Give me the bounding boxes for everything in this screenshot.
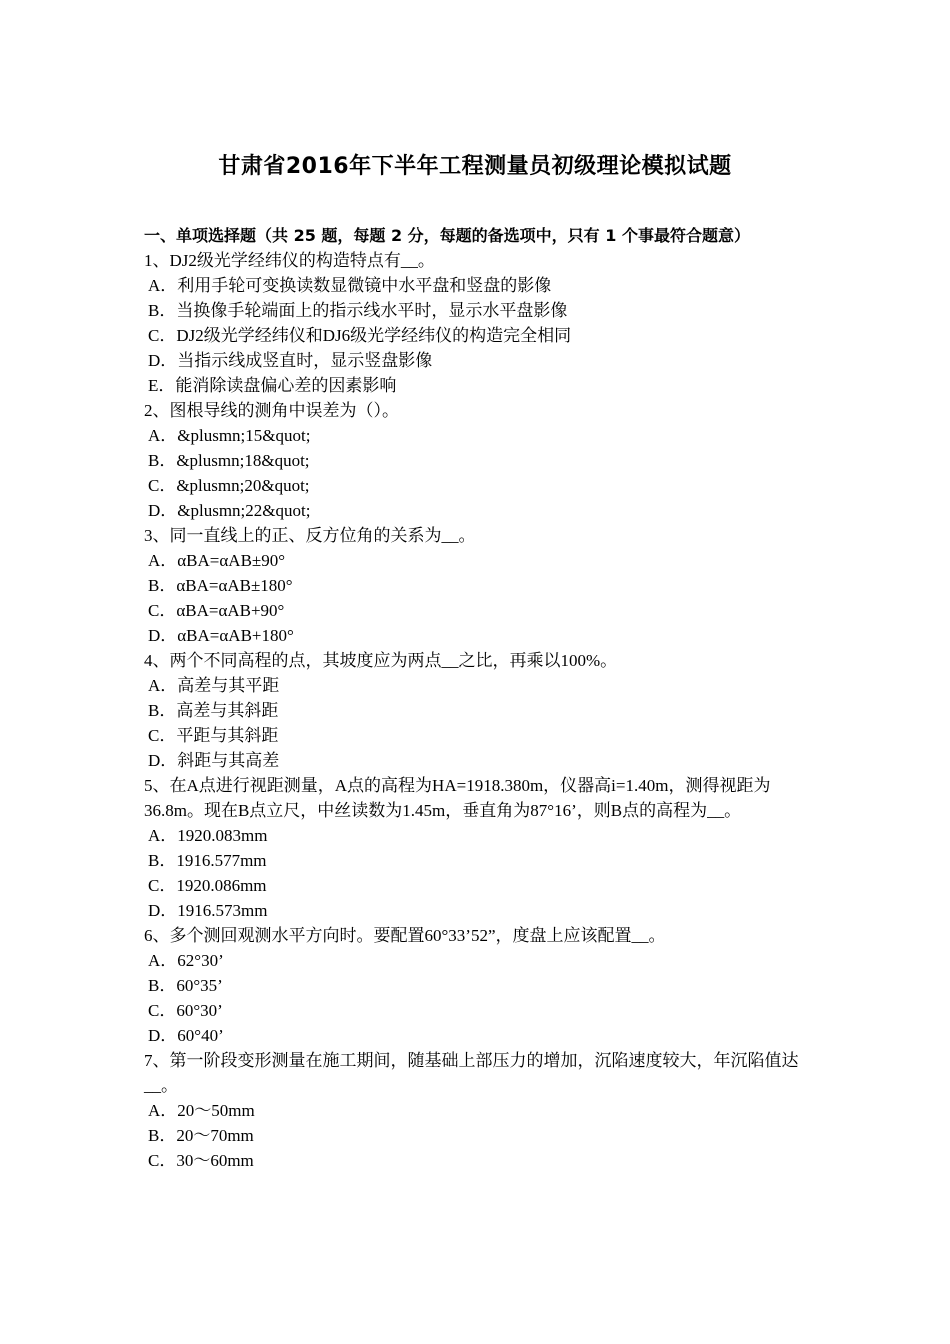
question-block [144,398,808,523]
question-list [144,248,808,1173]
answer-option: D．αBA=αAB+180° [148,626,294,645]
answer-option: D．&plusmn;22&quot; [148,501,311,520]
answer-option: C．平距与其斜距 [148,726,279,745]
answer-option: B．高差与其斜距 [148,701,279,720]
question-block [144,1048,808,1173]
question-block [144,248,808,398]
answer-option: B．60°35’ [148,976,223,995]
question-block [144,773,808,923]
section-heading: 一、单项选择题（共 25 题，每题 2 分，每题的备选项中，只有 1 个事最符合题意） [144,226,750,245]
answer-option: B．当换像手轮端面上的指示线水平时，显示水平盘影像 [148,301,568,320]
question-text: 2、图根导线的测角中误差为（）。 [144,401,399,420]
answer-option: D．1916.573mm [148,901,268,920]
answer-option: D．60°40’ [148,1026,224,1045]
answer-option: E．能消除读盘偏心差的因素影响 [148,376,397,395]
question-block [144,923,808,1048]
question-text: 6、多个测回观测水平方向时。要配置60°33’52”，度盘上应该配置__。 [144,926,666,945]
answer-option: A．&plusmn;15&quot; [148,426,311,445]
answer-option: A．20～50mm [148,1101,255,1120]
answer-option: A．62°30’ [148,951,224,970]
question-text: 1、DJ2级光学经纬仪的构造特点有__。 [144,251,435,270]
answer-option: C．30～60mm [148,1151,254,1170]
document-body [144,223,808,1173]
answer-option: D．斜距与其高差 [148,751,280,770]
answer-option: D．当指示线成竖直时，显示竖盘影像 [148,351,433,370]
answer-option: C．1920.086mm [148,876,267,895]
answer-option: C．&plusmn;20&quot; [148,476,310,495]
answer-option: C．αBA=αAB+90° [148,601,285,620]
answer-option: B．1916.577mm [148,851,267,870]
question-block [144,648,808,773]
question-text: 5、在A点进行视距测量，A点的高程为HA=1918.380m，仪器高i=1.40m，测得视距为36.8m。现在B点立尺，中丝读数为1.45m，垂直角为87°16’，则B点的高程为__。 [144,776,771,820]
answer-option: A．αBA=αAB±90° [148,551,286,570]
question-text: 3、同一直线上的正、反方位角的关系为__。 [144,526,476,545]
answer-option: A．利用手轮可变换读数显微镜中水平盘和竖盘的影像 [148,276,552,295]
answer-option: C．60°30’ [148,1001,223,1020]
document-title: 甘肃省2016年下半年工程测量员初级理论模拟试题 [218,154,732,179]
question-text: 4、两个不同高程的点，其坡度应为两点__之比，再乘以100%。 [144,651,618,670]
answer-option: A．1920.083mm [148,826,268,845]
answer-option: B．&plusmn;18&quot; [148,451,310,470]
answer-option: C．DJ2级光学经纬仪和DJ6级光学经纬仪的构造完全相同 [148,326,572,345]
question-text: 7、第一阶段变形测量在施工期间，随基础上部压力的增加，沉陷速度较大，年沉陷值达__。 [144,1051,799,1095]
answer-option: A．高差与其平距 [148,676,280,695]
question-block [144,523,808,648]
answer-option: B．αBA=αAB±180° [148,576,293,595]
answer-option: B．20～70mm [148,1126,254,1145]
